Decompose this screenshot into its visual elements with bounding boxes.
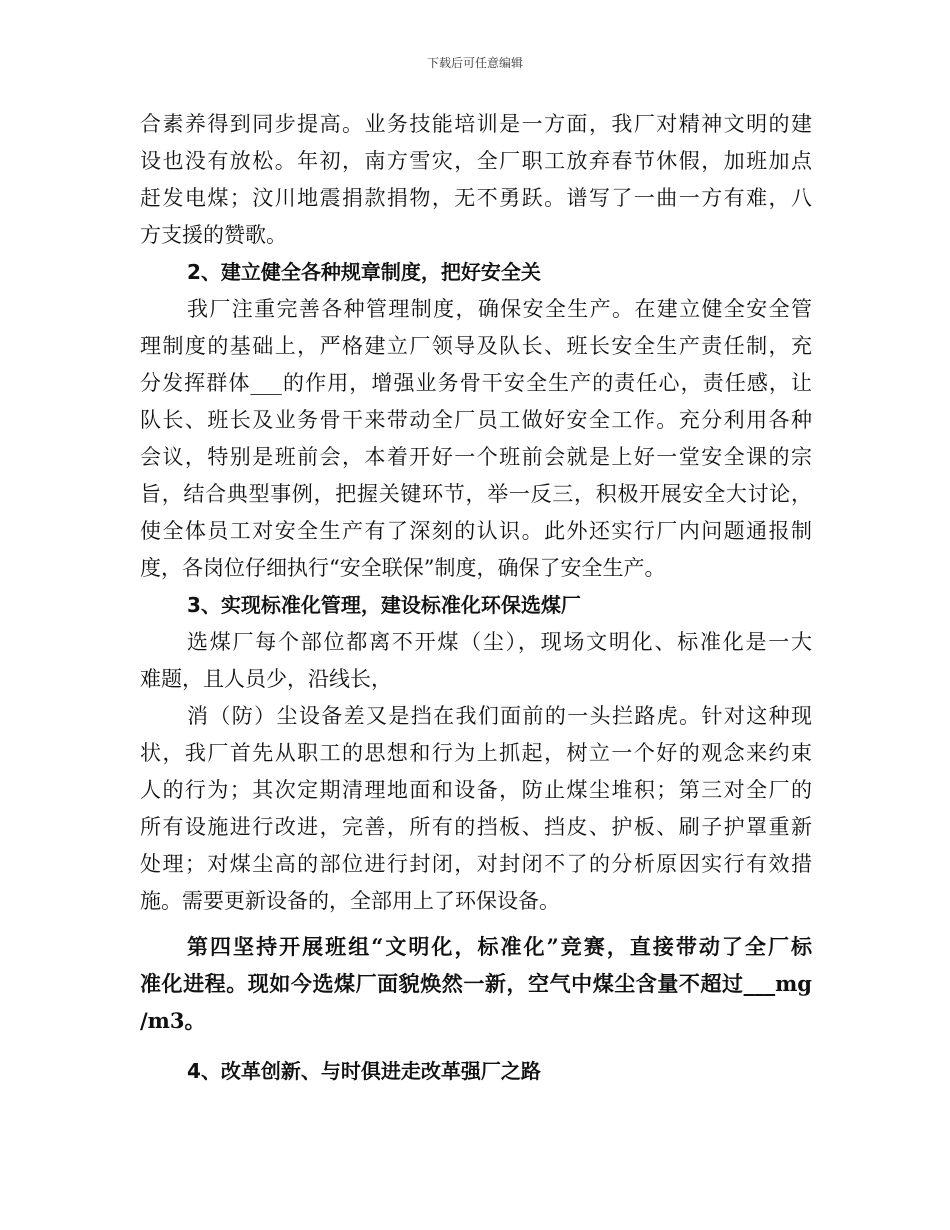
text-line: 所有设施进行改进，完善，所有的挡板、挡皮、护板、刷子护罩重新 [140, 815, 812, 839]
page-header: 下载后可任意编辑 [426, 56, 523, 70]
text-line: 难题，且人员少，沿线长， [140, 667, 392, 691]
paragraph-bold [140, 928, 812, 1039]
text-line: 准化进程。现如今选煤厂面貌焕然一新，空气中煤尘含量不超过___mg [140, 971, 812, 996]
text-line: 施。需要更新设备的，全部用上了环保设备。 [140, 889, 560, 913]
document-body [140, 106, 812, 1090]
text-line: /m3。 [140, 1008, 206, 1033]
text-line: 旨，结合典型事例，把握关键环节，举一反三，积极开展安全大讨论， [140, 482, 812, 506]
text-line: 理制度的基础上，严格建立厂领导及队长、班长安全生产责任制，充 [140, 334, 812, 358]
text-line: 状，我厂首先从职工的思想和行为上抓起，树立一个好的观念来约束 [140, 741, 812, 765]
paragraph [140, 624, 812, 698]
section-heading: 3、实现标准化管理，建设标准化环保选煤厂 [187, 593, 581, 617]
text-line: 赶发电煤；汶川地震捐款捐物，无不勇跃。谱写了一曲一方有难，八 [140, 186, 812, 210]
text-line: 合素养得到同步提高。业务技能培训是一方面，我厂对精神文明的建 [140, 112, 812, 136]
paragraph [140, 106, 812, 254]
text-line: 我厂注重完善各种管理制度，确保安全生产。在建立健全安全管 [187, 297, 812, 321]
text-line: 分发挥群体___的作用，增强业务骨干安全生产的责任心，责任感，让 [140, 371, 812, 395]
text-line: 第四坚持开展班组“文明化，标准化”竞赛，直接带动了全厂标 [187, 934, 812, 959]
text-line: 处理；对煤尘高的部位进行封闭，对封闭不了的分析原因实行有效措 [140, 852, 812, 876]
text-line: 人的行为；其次定期清理地面和设备，防止煤尘堆积；第三对全厂的 [140, 778, 812, 802]
text-line: 度，各岗位仔细执行“安全联保”制度，确保了安全生产。 [140, 556, 666, 580]
section-heading: 2、建立健全各种规章制度，把好安全关 [187, 260, 541, 284]
text-line: 队长、班长及业务骨干来带动全厂员工做好安全工作。充分利用各种 [140, 408, 812, 432]
section-heading: 4、改革创新、与时俱进走改革强厂之路 [187, 1059, 541, 1083]
text-line: 方支援的赞歌。 [140, 223, 287, 247]
text-line: 选煤厂每个部位都离不开煤（尘），现场文明化、标准化是一大 [187, 630, 812, 654]
text-line: 使全体员工对安全生产有了深刻的认识。此外还实行厂内问题通报制 [140, 519, 812, 543]
paragraph [140, 291, 812, 587]
text-line: 会议，特别是班前会，本着开好一个班前会就是上好一堂安全课的宗 [140, 445, 812, 469]
text-line: 设也没有放松。年初，南方雪灾，全厂职工放弃春节休假，加班加点 [140, 149, 812, 173]
paragraph [140, 698, 812, 920]
text-line: 消（防）尘设备差又是挡在我们面前的一头拦路虎。针对这种现 [187, 704, 812, 728]
